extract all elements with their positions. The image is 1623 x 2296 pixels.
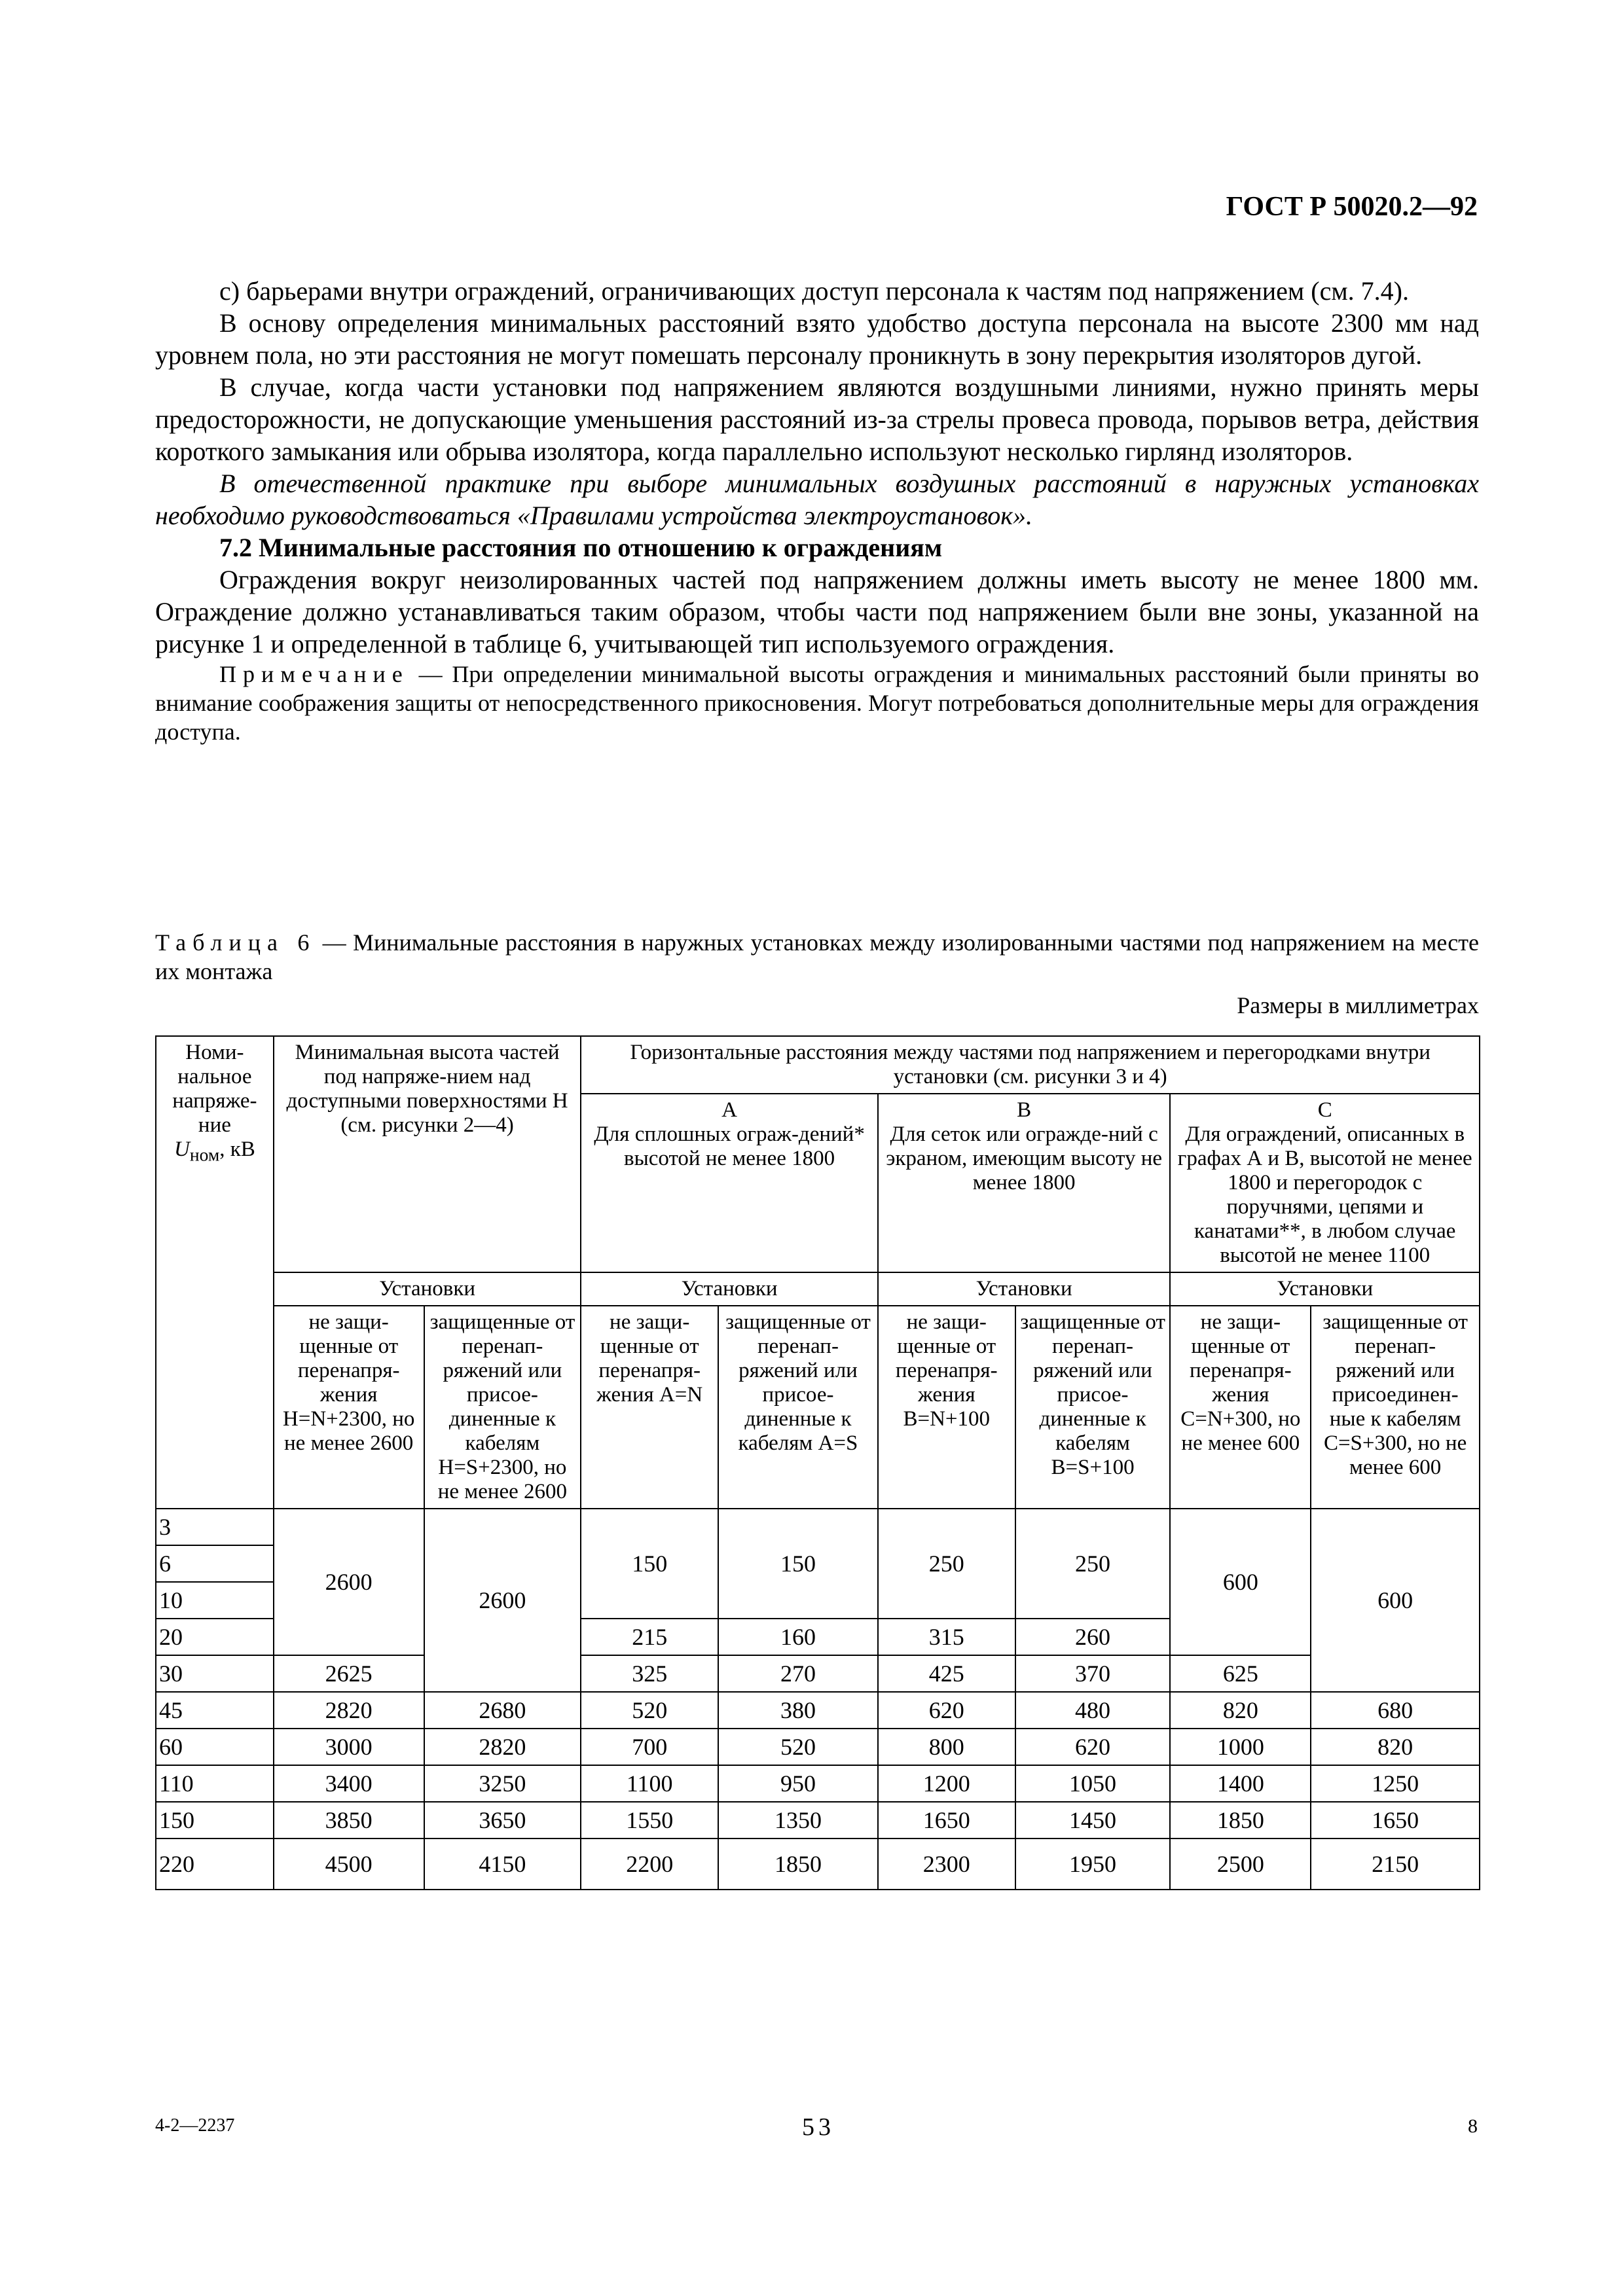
- cell-a-protected: 160: [718, 1619, 878, 1655]
- cell-h-unprotected: 2625: [274, 1655, 424, 1692]
- voltage-cell: 30: [156, 1655, 274, 1692]
- cell-c-unprotected-low: 600: [1170, 1509, 1311, 1655]
- sub-b-protected: защищенные от перенап-ряжений или присое-диненные к кабелям B=S+100: [1015, 1306, 1171, 1509]
- cell-b-protected: 480: [1015, 1692, 1171, 1729]
- group-a-letter: А: [721, 1098, 737, 1122]
- note-label: Примечание: [219, 661, 409, 687]
- cell-a-protected-low: 150: [718, 1509, 878, 1619]
- cell-a-protected: 270: [718, 1655, 878, 1692]
- table-caption-label: Таблица 6: [155, 929, 316, 956]
- table-row: [156, 1802, 1480, 1839]
- installations-b: Установки: [878, 1272, 1171, 1306]
- paragraph-fences: Ограждения вокруг неизолированных частей под напряжением должны иметь высоту не менее 1800 мм. Ограждение должно устанавливаться таким образом, чтобы части под напряжением были вне зоны, указанной на рисунке 1 и определенной в таблице 6, учитывающей тип используемого ограждения.: [155, 565, 1479, 658]
- cell-h-protected: 4150: [424, 1839, 581, 1890]
- sheet-number: 8: [1468, 2115, 1478, 2137]
- page-number: 53: [802, 2113, 835, 2141]
- cell-h-protected-low: 2600: [424, 1509, 581, 1692]
- sub-h-protected: защищенные от перенап-ряжений или присое-диненные к кабелям H=S+2300, но не менее 2600: [424, 1306, 581, 1509]
- cell-a-unprotected: 2200: [581, 1839, 718, 1890]
- table-caption: [155, 928, 1479, 986]
- cell-b-protected: 260: [1015, 1619, 1171, 1655]
- sub-c-unprotected: не защи-щенные от перенапря-жения C=N+300, но не менее 600: [1170, 1306, 1311, 1509]
- cell-h-protected: 3250: [424, 1765, 581, 1802]
- voltage-cell: 10: [156, 1582, 274, 1619]
- header-voltage-text: Номи-нальное напряже-ние: [172, 1041, 257, 1137]
- sub-a-unprotected: не защи-щенные от перенапря-жения A=N: [581, 1306, 718, 1509]
- cell-c-protected: 1650: [1311, 1802, 1480, 1839]
- cell-b-unprotected: 2300: [878, 1839, 1015, 1890]
- cell-a-unprotected: 520: [581, 1692, 718, 1729]
- cell-c-protected: 2150: [1311, 1839, 1480, 1890]
- voltage-cell: 60: [156, 1729, 274, 1765]
- cell-b-unprotected: 800: [878, 1729, 1015, 1765]
- body-text: [155, 275, 1479, 746]
- voltage-cell: 20: [156, 1619, 274, 1655]
- paragraph-overhead-lines: В случае, когда части установки под напряжением являются воздушными линиями, нужно принять меры предосторожности, не допускающие уменьшения расстояний из-за стрелы провеса провода, порывов ветра, действия короткого замыкания или обрыва изолятора, когда параллельно используют несколько гирлянд изоляторов.: [155, 372, 1479, 466]
- group-c-letter: С: [1317, 1098, 1332, 1122]
- cell-h-unprotected-low: 2600: [274, 1509, 424, 1655]
- cell-a-protected: 950: [718, 1765, 878, 1802]
- cell-b-unprotected: 425: [878, 1655, 1015, 1692]
- cell-b-protected: 620: [1015, 1729, 1171, 1765]
- cell-c-protected: 1250: [1311, 1765, 1480, 1802]
- cell-a-protected: 1350: [718, 1802, 878, 1839]
- cell-a-unprotected: 700: [581, 1729, 718, 1765]
- voltage-cell: 110: [156, 1765, 274, 1802]
- cell-h-protected: 2820: [424, 1729, 581, 1765]
- cell-h-unprotected: 4500: [274, 1839, 424, 1890]
- table-row: [156, 1839, 1480, 1890]
- cell-c-unprotected: 2500: [1170, 1839, 1311, 1890]
- cell-h-protected: 3650: [424, 1802, 581, 1839]
- document-code: ГОСТ Р 50020.2—92: [1226, 192, 1478, 222]
- header-voltage-sub: ном: [189, 1144, 220, 1165]
- installations-a: Установки: [581, 1272, 878, 1306]
- voltage-cell: 45: [156, 1692, 274, 1729]
- table-row: [156, 1729, 1480, 1765]
- installations-h: Установки: [274, 1272, 581, 1306]
- cell-c-unprotected: 1000: [1170, 1729, 1311, 1765]
- sub-c-protected: защищенные от перенап-ряжений или присоединен-ные к кабелям C=S+300, но не менее 600: [1311, 1306, 1480, 1509]
- group-b-letter: В: [1017, 1098, 1032, 1122]
- cell-b-unprotected: 620: [878, 1692, 1015, 1729]
- header-voltage-unit: , кВ: [219, 1138, 255, 1161]
- paragraph-basis: В основу определения минимальных расстояний взято удобство доступа персонала на высоте 2300 мм над уровнем пола, но эти расстояния не могут помешать персоналу проникнуть в зону перекрытия изоляторов дугой.: [155, 308, 1479, 370]
- voltage-cell: 3: [156, 1509, 274, 1545]
- header-group-a: [581, 1094, 878, 1272]
- cell-b-protected: 1950: [1015, 1839, 1171, 1890]
- footer-print-code: 4-2—2237: [155, 2115, 235, 2136]
- header-horizontal: Горизонтальные расстояния между частями под напряжением и перегородками внутри установки (см. рисунки 3 и 4): [581, 1036, 1480, 1094]
- cell-c-protected: 680: [1311, 1692, 1480, 1729]
- section-heading: 7.2 Минимальные расстояния по отношению к ограждениям: [219, 533, 943, 562]
- cell-b-unprotected-low: 250: [878, 1509, 1015, 1619]
- cell-h-protected: 2680: [424, 1692, 581, 1729]
- cell-b-unprotected: 1200: [878, 1765, 1015, 1802]
- voltage-cell: 150: [156, 1802, 274, 1839]
- cell-c-protected: 820: [1311, 1729, 1480, 1765]
- table-row: [156, 1692, 1480, 1729]
- header-voltage: [156, 1036, 274, 1509]
- group-b-text: Для сеток или огражде-ний с экраном, имеющим высоту не менее 1800: [886, 1122, 1163, 1194]
- header-voltage-symbol: U: [174, 1138, 190, 1161]
- installations-c: Установки: [1170, 1272, 1480, 1306]
- cell-h-unprotected: 3400: [274, 1765, 424, 1802]
- cell-a-protected: 1850: [718, 1839, 878, 1890]
- cell-h-unprotected: 2820: [274, 1692, 424, 1729]
- cell-a-protected: 520: [718, 1729, 878, 1765]
- cell-a-unprotected: 1100: [581, 1765, 718, 1802]
- cell-c-unprotected: 1850: [1170, 1802, 1311, 1839]
- header-group-b: [878, 1094, 1171, 1272]
- cell-c-unprotected: 1400: [1170, 1765, 1311, 1802]
- cell-c-unprotected: 625: [1170, 1655, 1311, 1692]
- paragraph-c: с) барьерами внутри ограждений, ограничивающих доступ персонала к частям под напряжением (см. 7.4).: [219, 276, 1409, 306]
- table-row: [156, 1765, 1480, 1802]
- cell-c-protected-low: 600: [1311, 1509, 1480, 1692]
- cell-b-unprotected: 315: [878, 1619, 1015, 1655]
- cell-h-unprotected: 3000: [274, 1729, 424, 1765]
- cell-b-protected: 1450: [1015, 1802, 1171, 1839]
- note-text: — При определении минимальной высоты ограждения и минимальных расстояний были приняты во внимание соображения защиты от непосредственного прикосновения. Могут потребоваться дополнительные меры для ограждения доступа.: [155, 661, 1479, 745]
- cell-a-unprotected: 1550: [581, 1802, 718, 1839]
- cell-a-unprotected: 325: [581, 1655, 718, 1692]
- cell-a-unprotected-low: 150: [581, 1509, 718, 1619]
- note: [155, 660, 1479, 746]
- cell-b-protected: 370: [1015, 1655, 1171, 1692]
- distance-table: [155, 1035, 1480, 1890]
- sub-h-unprotected: не защи-щенные от перенапря-жения H=N+2300, но не менее 2600: [274, 1306, 424, 1509]
- header-height: Минимальная высота частей под напряже-нием над доступными поверхностями H (см. рисунки 2—4): [274, 1036, 581, 1272]
- cell-h-unprotected: 3850: [274, 1802, 424, 1839]
- cell-a-protected: 380: [718, 1692, 878, 1729]
- header-group-c: [1170, 1094, 1480, 1272]
- group-c-text: Для ограждений, описанных в графах А и В, высотой не менее 1800 и перегородок с поручнями, цепями и канатами**, в любом случае высотой не менее 1100: [1177, 1122, 1472, 1267]
- cell-b-protected-low: 250: [1015, 1509, 1171, 1619]
- cell-b-protected: 1050: [1015, 1765, 1171, 1802]
- table-units: Размеры в миллиметрах: [1237, 992, 1479, 1018]
- voltage-cell: 6: [156, 1545, 274, 1582]
- paragraph-national-practice: В отечественной практике при выборе минимальных воздушных расстояний в наружных установках необходимо руководствоваться «Правилами устройства электроустановок».: [155, 469, 1479, 530]
- cell-b-unprotected: 1650: [878, 1802, 1015, 1839]
- voltage-cell: 220: [156, 1839, 274, 1890]
- cell-a-unprotected: 215: [581, 1619, 718, 1655]
- group-a-text: Для сплошных ограж-дений* высотой не менее 1800: [594, 1122, 865, 1170]
- sub-a-protected: защищенные от перенап-ряжений или присое-диненные к кабелям A=S: [718, 1306, 878, 1509]
- sub-b-unprotected: не защи-щенные от перенапря-жения B=N+100: [878, 1306, 1015, 1509]
- cell-c-unprotected: 820: [1170, 1692, 1311, 1729]
- table-caption-text: — Минимальные расстояния в наружных установках между изолированными частями под напряжением на месте их монтажа: [155, 929, 1479, 984]
